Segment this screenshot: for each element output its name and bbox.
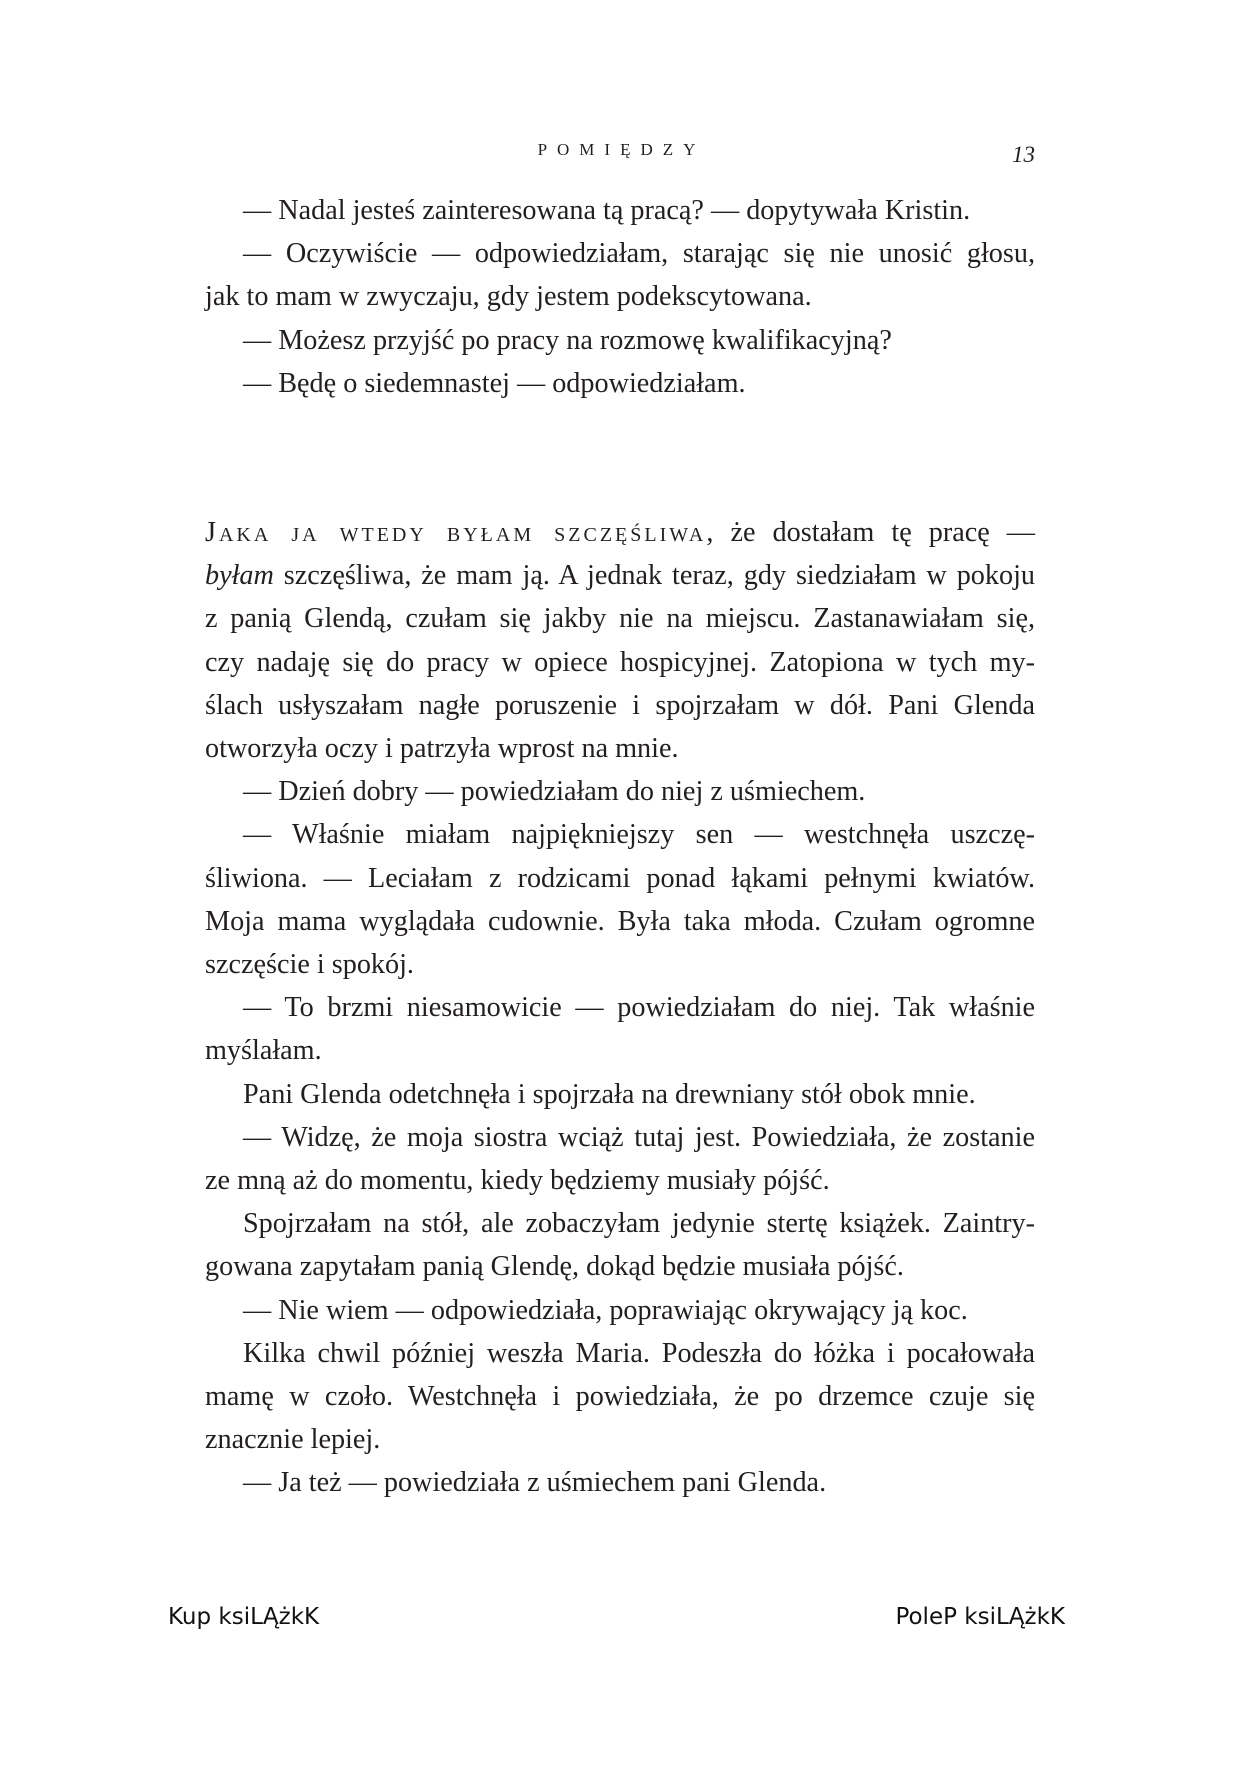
paragraph-line: — Oczywiście — odpowiedziałam, starając się nie unosić głosu, (243, 238, 1035, 270)
paragraph-line: czy nadaję się do pracy w opiece hospicyjnej. Zatopiona w tych my- (205, 646, 1035, 678)
paragraph-line: gowana zapytałam panią Glendę, dokąd będzie musiała pójść. (205, 1251, 904, 1283)
paragraph-line: Moja mama wyglądała cudownie. Była taka młoda. Czułam ogromne (205, 905, 1035, 937)
paragraph-line: — Będę o siedemnastej — odpowiedziałam. (243, 367, 746, 399)
paragraph-line: — Dzień dobry — powiedziałam do niej z uśmiechem. (243, 776, 866, 808)
paragraph-line: — Nadal jesteś zainteresowana tą pracą? — dopytywała Kristin. (243, 195, 971, 226)
dialogue-block (205, 189, 1035, 405)
page-number: 13 (1012, 142, 1035, 167)
paragraph-line: Kilka chwil później weszła Maria. Podeszła do łóżka i pocałowała (243, 1337, 1035, 1369)
paragraph-line: — Możesz przyjść po pracy na rozmowę kwalifikacyjną? (243, 324, 892, 356)
paragraph-line: otworzyła oczy i patrzyła wprost na mnie. (205, 733, 679, 765)
paragraph-line: — To brzmi niesamowicie — powiedziałam do niej. Tak właśnie (243, 992, 1035, 1024)
opening-line (205, 511, 1035, 554)
opening-line-rest: , że dostałam tę pracę — (706, 517, 1035, 548)
paragraph-line: ślach usłyszałam nagłe poruszenie i spojrzałam w dół. Pani Glenda (205, 689, 1035, 721)
paragraph-line: Pani Glenda odetchnęła i spojrzała na drewniany stół obok mnie. (243, 1078, 976, 1110)
paragraph-line: znacznie lepiej. (205, 1424, 381, 1456)
paragraph-line: — Widzę, że moja siostra wciąż tutaj jest. Powiedziała, że zostanie (243, 1121, 1035, 1153)
paragraph-line: jak to mam w zwyczaju, gdy jestem podekscytowana. (205, 281, 812, 313)
paragraph-line: szczęście i spokój. (205, 949, 414, 981)
buy-book-link[interactable]: Kup ksiLĄżkK (168, 1604, 320, 1630)
paragraph-line: myślałam. (205, 1035, 322, 1067)
italic-word: byłam (205, 560, 274, 592)
paragraph-line: — Nie wiem — odpowiedziała, poprawiając okrywający ją koc. (243, 1294, 968, 1326)
recommend-book-link[interactable]: PoleP ksiLĄżkK (895, 1604, 1065, 1630)
main-text-block (205, 511, 1035, 1505)
paragraph-line: ze mną aż do momentu, kiedy będziemy musiały pójść. (205, 1165, 830, 1197)
paragraph-line: Spojrzałam na stół, ale zobaczyłam jedynie stertę książek. Zaintry- (243, 1208, 1035, 1240)
paragraph-line: mamę w czoło. Westchnęła i powiedziała, że po drzemce czuje się (205, 1381, 1035, 1413)
paragraph-line: — Właśnie miałam najpiękniejszy sen — westchnęła uszczę- (243, 819, 1035, 851)
second-line (205, 554, 1035, 597)
paragraph-line: śliwiona. — Leciałam z rodzicami ponad łąkami pełnymi kwiatów. (205, 862, 1035, 894)
paragraph-line: z panią Glendą, czułam się jakby nie na miejscu. Zastanawiałam się, (205, 603, 1035, 635)
running-header-title: POMIĘDZY (537, 140, 706, 159)
smallcaps-lead: Jaka ja wtedy byłam szczęśliwa (205, 517, 707, 548)
second-line-rest: szczęśliwa, że mam ją. A jednak teraz, gdy siedziałam w pokoju (273, 560, 1035, 592)
paragraph-line: — Ja też — powiedziała z uśmiechem pani Glenda. (243, 1467, 827, 1499)
